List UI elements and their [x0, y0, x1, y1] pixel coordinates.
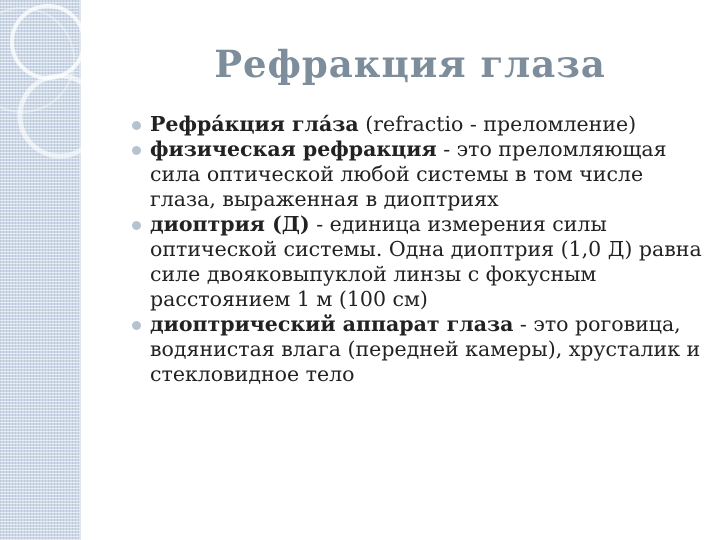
bullet-text: - это преломляющая сила оптической любой системы в том числе глаза, выраженная в диоптриях [150, 137, 667, 211]
decorative-circle-lower [20, 76, 100, 156]
bullet-text: (refractio - преломление) [358, 112, 637, 136]
bullet-term: диоптрический аппарат глаза [150, 312, 514, 336]
bullet-item-refraction [130, 112, 705, 137]
circle-bullet-icon [132, 321, 141, 330]
bullet-list [130, 112, 705, 387]
circle-bullet-icon [132, 146, 141, 155]
decorative-circle-faint [0, 8, 74, 112]
slide-title: Рефракция глаза [214, 42, 606, 86]
bullet-item-physical-refraction [130, 137, 705, 212]
bullet-term: физическая рефракция [150, 137, 437, 161]
circle-bullet-icon [132, 221, 141, 230]
bullet-text: - это роговица, водянистая влага (передней камеры), хрусталик и стекловидное тело [150, 312, 701, 386]
bullet-text: - единица измерения силы оптической системы. Одна диоптрия (1,0 Д) равна силе двояковыпуклой линзы с фокусным расстоянием 1 м (100 см) [150, 212, 702, 311]
bullet-term: Рефра́кция гла́за [150, 112, 359, 136]
bullet-item-dioptric-apparatus [130, 312, 705, 387]
circle-bullet-icon [132, 121, 141, 130]
bullet-term: диоптрия (Д) [150, 212, 310, 236]
bullet-item-diopter [130, 212, 705, 312]
